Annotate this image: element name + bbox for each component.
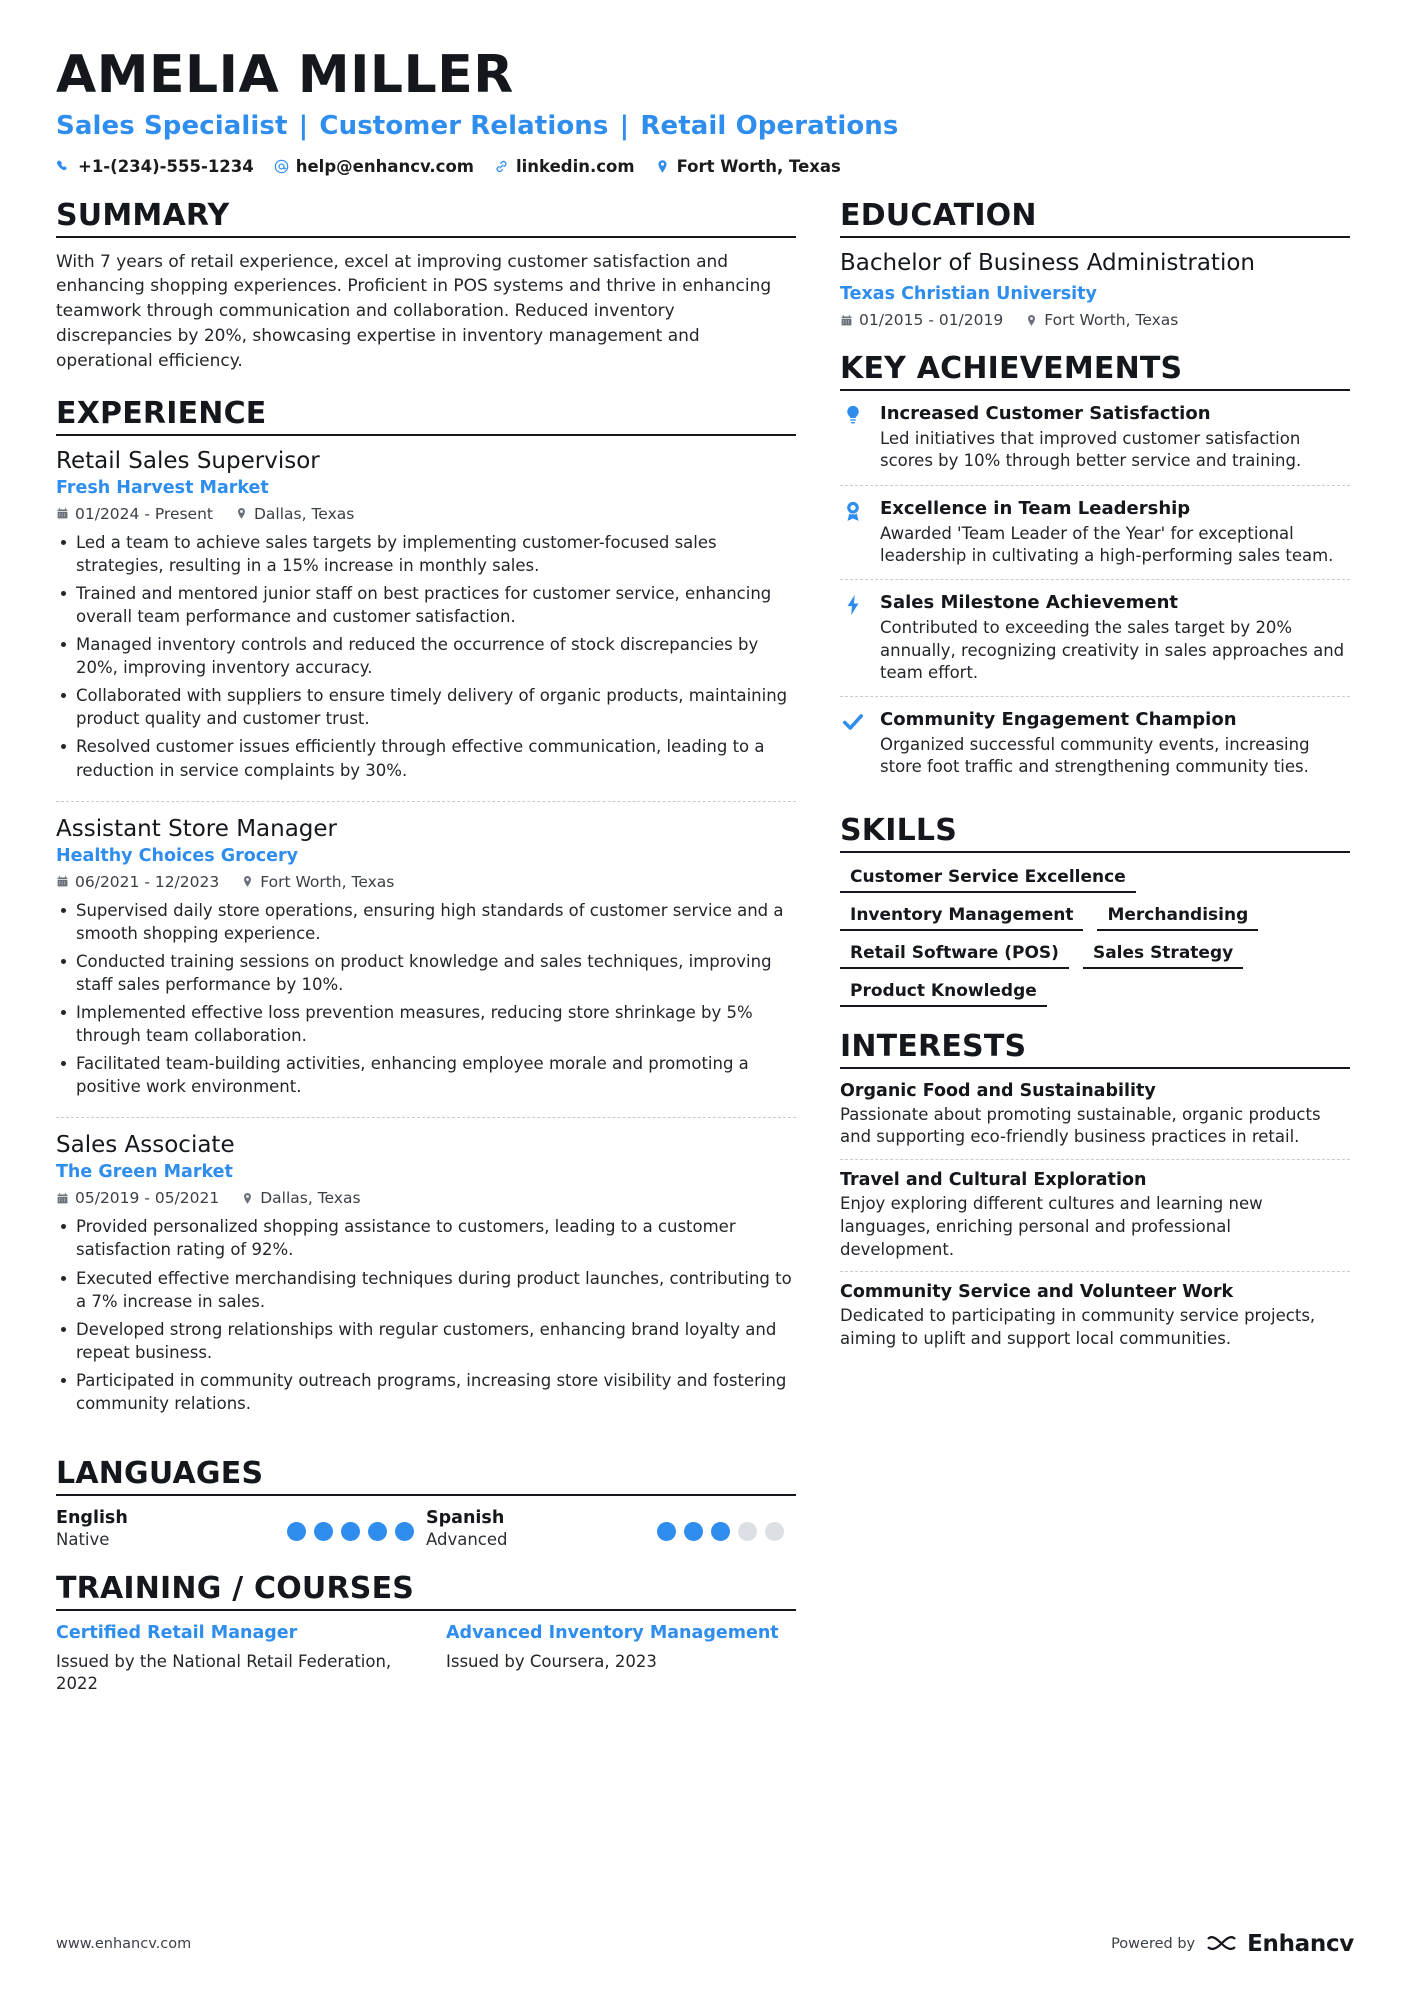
contact-phone xyxy=(56,157,254,176)
language-rating xyxy=(657,1508,784,1541)
education-meta xyxy=(840,311,1350,329)
job-bullet: Supervised daily store operations, ensuring high standards of customer service and a smooth shopping experience. xyxy=(56,899,796,945)
interests-heading: INTERESTS xyxy=(840,1029,1350,1069)
skills-section xyxy=(840,813,1350,1007)
location-icon xyxy=(241,1192,254,1205)
job-bullets xyxy=(56,1215,796,1415)
brand-logo xyxy=(1205,1931,1354,1957)
rating-dot xyxy=(657,1522,676,1541)
experience-item xyxy=(56,816,796,1119)
rating-dot xyxy=(765,1522,784,1541)
page-footer xyxy=(56,1931,1354,1957)
job-dates-text: 01/2024 - Present xyxy=(75,504,213,523)
job-bullet: Conducted training sessions on product knowledge and sales techniques, improving staff sales performance by 10%. xyxy=(56,950,796,996)
training-desc: Issued by the National Retail Federation, 2022 xyxy=(56,1651,392,1694)
location-icon xyxy=(235,507,248,520)
job-dates xyxy=(56,505,213,523)
job-meta xyxy=(56,873,796,891)
training-section xyxy=(56,1571,796,1695)
language-level: Advanced xyxy=(426,1530,508,1550)
summary-text: With 7 years of retail experience, excel at improving customer satisfaction and enhancing shopping experiences. Proficient in POS systems and thrive in enhancing teamwork through communication and collaboration. Reduced inventory discrepancies by 20%, showcasing expertise in inventory management and operational efficiency. xyxy=(56,251,772,371)
experience-heading: EXPERIENCE xyxy=(56,396,796,436)
training-heading: TRAINING / COURSES xyxy=(56,1571,796,1611)
rating-dot xyxy=(711,1522,730,1541)
achievement-desc: Awarded 'Team Leader of the Year' for exceptional leadership in cultivating a high-performing sales team. xyxy=(880,523,1334,565)
job-bullet: Developed strong relationships with regular customers, enhancing brand loyalty and repeat business. xyxy=(56,1318,796,1364)
job-bullet: Managed inventory controls and reduced the occurrence of stock discrepancies by 20%, improving inventory accuracy. xyxy=(56,633,796,679)
skills-heading: SKILLS xyxy=(840,813,1350,853)
education-location-text: Fort Worth, Texas xyxy=(1044,311,1179,330)
calendar-icon xyxy=(840,314,853,327)
location-text: Fort Worth, Texas xyxy=(676,156,841,176)
achievement-desc: Contributed to exceeding the sales target by 20% annually, recognizing creativity in sales approaches and team effort. xyxy=(880,618,1345,682)
contact-linkedin[interactable] xyxy=(494,157,635,176)
job-title: Sales Associate xyxy=(56,1132,235,1159)
interest-item xyxy=(840,1282,1350,1361)
rating-dot xyxy=(287,1522,306,1541)
link-icon xyxy=(494,159,509,174)
language-level: Native xyxy=(56,1530,110,1550)
experience-section xyxy=(56,396,796,1434)
interest-desc: Enjoy exploring different cultures and learning new languages, enriching personal and professional development. xyxy=(840,1194,1263,1259)
rating-dot xyxy=(341,1522,360,1541)
languages-heading: LANGUAGES xyxy=(56,1456,796,1496)
job-bullet: Resolved customer issues efficiently through effective communication, leading to a reduction in service complaints by 30%. xyxy=(56,735,796,781)
page-title: AMELIA MILLER xyxy=(56,45,514,105)
achievement-item xyxy=(840,498,1350,581)
education-dates xyxy=(840,311,1003,329)
language-item xyxy=(426,1508,796,1549)
job-bullets xyxy=(56,899,796,1099)
skill-tag: Sales Strategy xyxy=(1083,941,1243,969)
training-desc: Issued by Coursera, 2023 xyxy=(446,1651,657,1671)
location-icon xyxy=(1025,314,1038,327)
achievements-section xyxy=(840,351,1350,790)
interest-title: Organic Food and Sustainability xyxy=(840,1080,1156,1101)
job-title: Assistant Store Manager xyxy=(56,815,338,842)
rating-dot xyxy=(395,1522,414,1541)
lightbulb-icon xyxy=(840,403,866,473)
resume-header xyxy=(56,45,1354,176)
education-section xyxy=(840,198,1350,330)
achievements-heading: KEY ACHIEVEMENTS xyxy=(840,351,1350,391)
training-title[interactable]: Advanced Inventory Management xyxy=(446,1623,779,1644)
bolt-icon xyxy=(840,592,866,684)
training-item xyxy=(446,1623,796,1695)
education-degree: Bachelor of Business Administration xyxy=(840,249,1255,276)
interest-title: Travel and Cultural Exploration xyxy=(840,1170,1147,1191)
headline-part-3: Retail Operations xyxy=(640,110,899,141)
professional-headline: Sales Specialist | Customer Relations | Retail Operations xyxy=(56,110,899,141)
job-bullet: Trained and mentored junior staff on best practices for customer service, enhancing overall team performance and customer satisfaction. xyxy=(56,582,796,628)
contact-row xyxy=(56,157,1354,176)
skill-tag: Customer Service Excellence xyxy=(840,865,1136,893)
interest-desc: Passionate about promoting sustainable, organic products and supporting eco-friendly business practices in retail. xyxy=(840,1104,1321,1147)
email-icon xyxy=(274,159,289,174)
job-dates-text: 06/2021 - 12/2023 xyxy=(75,872,220,891)
language-rating xyxy=(287,1508,414,1541)
job-bullet: Executed effective merchandising techniques during product launches, contributing to a 7% increase in sales. xyxy=(56,1267,796,1313)
skill-tag: Inventory Management xyxy=(840,903,1083,931)
experience-item xyxy=(56,448,796,802)
headline-part-1: Sales Specialist xyxy=(56,110,288,141)
job-meta xyxy=(56,1189,796,1207)
job-location xyxy=(241,1189,360,1207)
language-name: Spanish xyxy=(426,1508,505,1529)
calendar-icon xyxy=(56,875,69,888)
achievement-title: Sales Milestone Achievement xyxy=(880,592,1179,614)
rating-dot xyxy=(684,1522,703,1541)
achievement-desc: Organized successful community events, increasing store foot traffic and strengthening community ties. xyxy=(880,735,1310,777)
interest-desc: Dedicated to participating in community service projects, aiming to uplift and support local communities. xyxy=(840,1306,1316,1349)
job-bullet: Provided personalized shopping assistance to customers, leading to a customer satisfaction rating of 92%. xyxy=(56,1215,796,1261)
experience-item xyxy=(56,1132,796,1434)
job-bullets xyxy=(56,531,796,782)
summary-section xyxy=(56,198,796,374)
languages-section xyxy=(56,1456,796,1549)
right-column xyxy=(840,198,1350,1383)
job-dates-text: 05/2019 - 05/2021 xyxy=(75,1189,220,1208)
job-bullet: Facilitated team-building activities, enhancing employee morale and promoting a positive work environment. xyxy=(56,1052,796,1098)
job-location xyxy=(241,873,394,891)
job-bullet: Participated in community outreach programs, increasing store visibility and fostering community relations. xyxy=(56,1369,796,1415)
headline-part-2: Customer Relations xyxy=(319,110,609,141)
summary-heading: SUMMARY xyxy=(56,198,796,238)
footer-site[interactable]: www.enhancv.com xyxy=(56,1936,192,1952)
job-company[interactable]: Healthy Choices Grocery xyxy=(56,845,299,866)
job-bullet: Collaborated with suppliers to ensure timely delivery of organic products, maintaining product quality and customer trust. xyxy=(56,684,796,730)
brand-name: Enhancv xyxy=(1247,1931,1354,1957)
location-icon xyxy=(655,159,670,174)
interest-item xyxy=(840,1170,1350,1272)
job-company[interactable]: The Green Market xyxy=(56,1162,233,1183)
calendar-icon xyxy=(56,507,69,520)
powered-by-label: Powered by xyxy=(1111,1936,1196,1952)
achievement-desc: Led initiatives that improved customer satisfaction scores by 10% through better service and training. xyxy=(880,429,1302,471)
check-icon xyxy=(840,709,866,779)
education-heading: EDUCATION xyxy=(840,198,1350,238)
education-dates-text: 01/2015 - 01/2019 xyxy=(859,311,1004,330)
language-item xyxy=(56,1508,426,1549)
contact-email[interactable] xyxy=(274,157,474,176)
achievement-title: Increased Customer Satisfaction xyxy=(880,403,1211,425)
award-icon xyxy=(840,498,866,568)
job-bullet: Implemented effective loss prevention measures, reducing store shrinkage by 5% through team collaboration. xyxy=(56,1001,796,1047)
job-location-text: Dallas, Texas xyxy=(260,1189,361,1208)
achievement-item xyxy=(840,403,1350,486)
job-location xyxy=(235,505,354,523)
education-location xyxy=(1025,311,1178,329)
skill-tag: Retail Software (POS) xyxy=(840,941,1069,969)
rating-dot xyxy=(738,1522,757,1541)
achievement-item xyxy=(840,592,1350,697)
job-bullet: Led a team to achieve sales targets by implementing customer-focused sales strategies, resulting in a 15% increase in monthly sales. xyxy=(56,531,796,577)
location-icon xyxy=(241,875,254,888)
job-meta xyxy=(56,505,796,523)
job-company[interactable]: Fresh Harvest Market xyxy=(56,477,269,498)
phone-text: +1-(234)-555-1234 xyxy=(78,156,254,176)
email-text: help@enhancv.com xyxy=(295,156,474,176)
interest-title: Community Service and Volunteer Work xyxy=(840,1282,1234,1303)
interests-section xyxy=(840,1029,1350,1361)
job-title: Retail Sales Supervisor xyxy=(56,447,320,474)
footer-powered xyxy=(1111,1931,1354,1957)
phone-icon xyxy=(56,159,71,174)
skill-tag: Product Knowledge xyxy=(840,979,1047,1007)
language-name: English xyxy=(56,1508,128,1529)
interest-item xyxy=(840,1081,1350,1161)
linkedin-text: linkedin.com xyxy=(516,156,635,176)
education-school[interactable]: Texas Christian University xyxy=(840,284,1097,305)
rating-dot xyxy=(368,1522,387,1541)
rating-dot xyxy=(314,1522,333,1541)
left-column xyxy=(56,198,796,1718)
enhancv-mark-icon xyxy=(1205,1933,1239,1955)
achievement-title: Community Engagement Champion xyxy=(880,709,1237,731)
contact-location xyxy=(655,157,841,176)
job-dates xyxy=(56,873,219,891)
skill-tag: Merchandising xyxy=(1097,903,1258,931)
achievement-title: Excellence in Team Leadership xyxy=(880,497,1191,519)
training-item xyxy=(56,1623,406,1695)
job-dates xyxy=(56,1189,219,1207)
calendar-icon xyxy=(56,1192,69,1205)
achievement-item xyxy=(840,709,1350,791)
job-location-text: Dallas, Texas xyxy=(254,504,355,523)
job-location-text: Fort Worth, Texas xyxy=(260,872,395,891)
training-title[interactable]: Certified Retail Manager xyxy=(56,1623,298,1644)
